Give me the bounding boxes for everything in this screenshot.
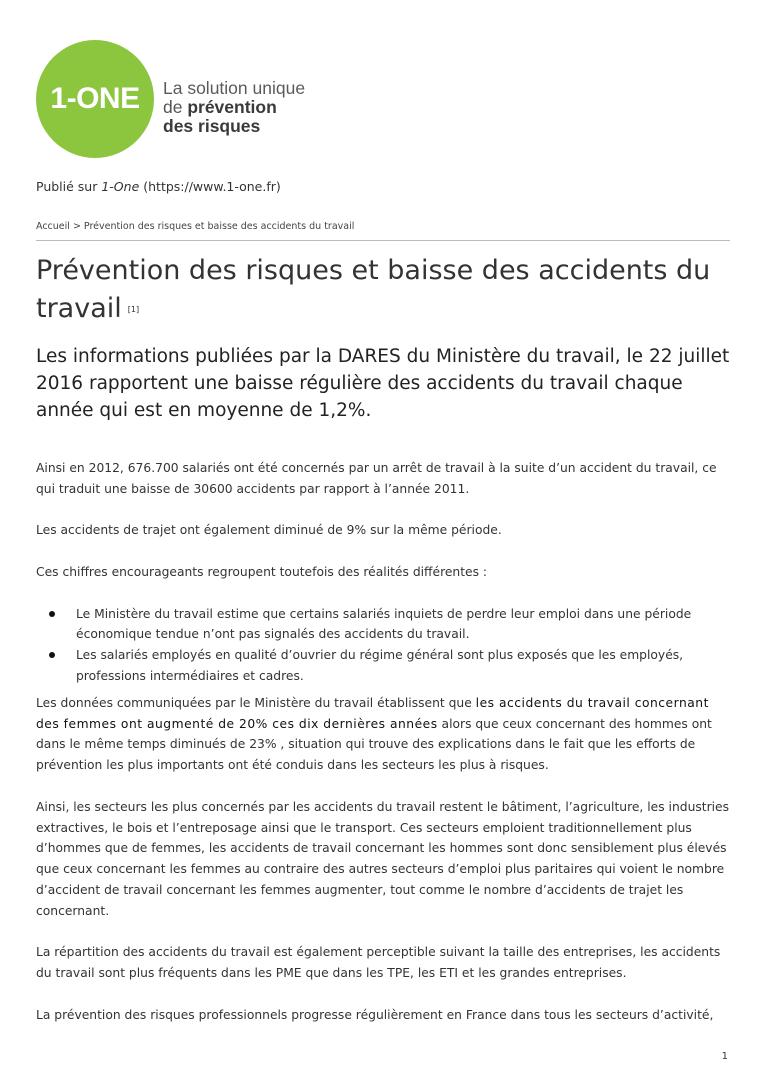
paragraph-4-emphasis: les accidents du travail concernant des femmes ont augmenté de 20% ces dix dernières années — [36, 695, 709, 731]
logo-tagline-prefix: de — [163, 97, 188, 117]
page-title — [36, 252, 730, 329]
paragraph-4-start: Les données communiquées par le Ministère du travail établissent que — [36, 695, 476, 710]
paragraph-3: Ces chiffres encourageants regroupent toutefois des réalités différentes : — [36, 564, 488, 579]
title-reference[interactable]: [1] — [127, 305, 140, 314]
logo-tagline-line2 — [163, 98, 305, 117]
article-body — [36, 458, 730, 1046]
breadcrumb[interactable]: Accueil > Prévention des risques et baisse des accidents du travail — [36, 221, 355, 232]
paragraph-4-end: alors que ceux concernant des hommes ont dans le même temps diminués de 23% , situation qui trouve des explications dans le fait que les efforts de prévention les plus importants ont été conduis dans les secteurs les plus à risques. — [36, 716, 712, 773]
paragraph-1: Ainsi en 2012, 676.700 salariés ont été concernés par un arrêt de travail à la suite d’un accident du travail, ce qui traduit une baisse de 30600 accidents par rapport à l’année 2011. — [36, 461, 717, 496]
published-site: 1-One — [101, 179, 140, 194]
published-url[interactable]: (https://www.1-one.fr) — [139, 179, 281, 194]
logo-tagline-bold: prévention — [187, 97, 277, 117]
paragraph-6: La répartition des accidents du travail est également perceptible suivant la taille des entreprises, les accidents du travail sont plus fréquents dans les PME que dans les TPE, les ETI et les grandes entreprises. — [36, 945, 721, 981]
published-on — [36, 179, 281, 194]
page-number: 1 — [721, 1051, 728, 1062]
paragraph-4 — [36, 693, 730, 776]
logo — [36, 40, 336, 140]
logo-tagline-line3: des risques — [163, 116, 261, 136]
logo-tagline-line1: La solution unique — [163, 78, 306, 98]
bullet-list — [36, 604, 730, 687]
bullet-item: Le Ministère du travail estime que certains salariés inquiets de perdre leur emploi dans une période économique tendue n’ont pas signalés des accidents du travail. — [76, 604, 730, 646]
paragraph-5: Ainsi, les secteurs les plus concernés par les accidents du travail restent le bâtiment, l’agriculture, les industries extractives, le bois et l’entreposage ainsi que le transport. Ces secteurs emploient traditionnellement plus d’hommes que de femmes, les accidents de travail concernant les hommes sont donc sensiblement plus élevés que ceux concernant les femmes au contraire des autres secteurs d’emploi plus paritaires qui voient le nombre d’accident de travail concernant les femmes augmenter, tout comme le nombre d’accidents de trajet les concernant. — [36, 799, 730, 918]
page-title-text: Prévention des risques et baisse des accidents du travail — [36, 255, 711, 324]
paragraph-7: La prévention des risques professionnels progresse régulièrement en France dans tous les secteurs d’activité, — [36, 1007, 714, 1022]
bullet-item: Les salariés employés en qualité d’ouvrier du régime général sont plus exposés que les employés, professions intermédiaires et cadres. — [76, 645, 730, 687]
logo-mark: 1-ONE — [36, 40, 154, 158]
paragraph-2: Les accidents de trajet ont également diminué de 9% sur la même période. — [36, 523, 502, 538]
lead-paragraph: Les informations publiées par la DARES du Ministère du travail, le 22 juillet 2016 rapportent une baisse régulière des accidents du travail chaque année qui est en moyenne de 1,2%. — [36, 346, 730, 421]
divider — [36, 240, 730, 241]
logo-tagline — [163, 79, 305, 136]
published-prefix: Publié sur — [36, 179, 102, 194]
